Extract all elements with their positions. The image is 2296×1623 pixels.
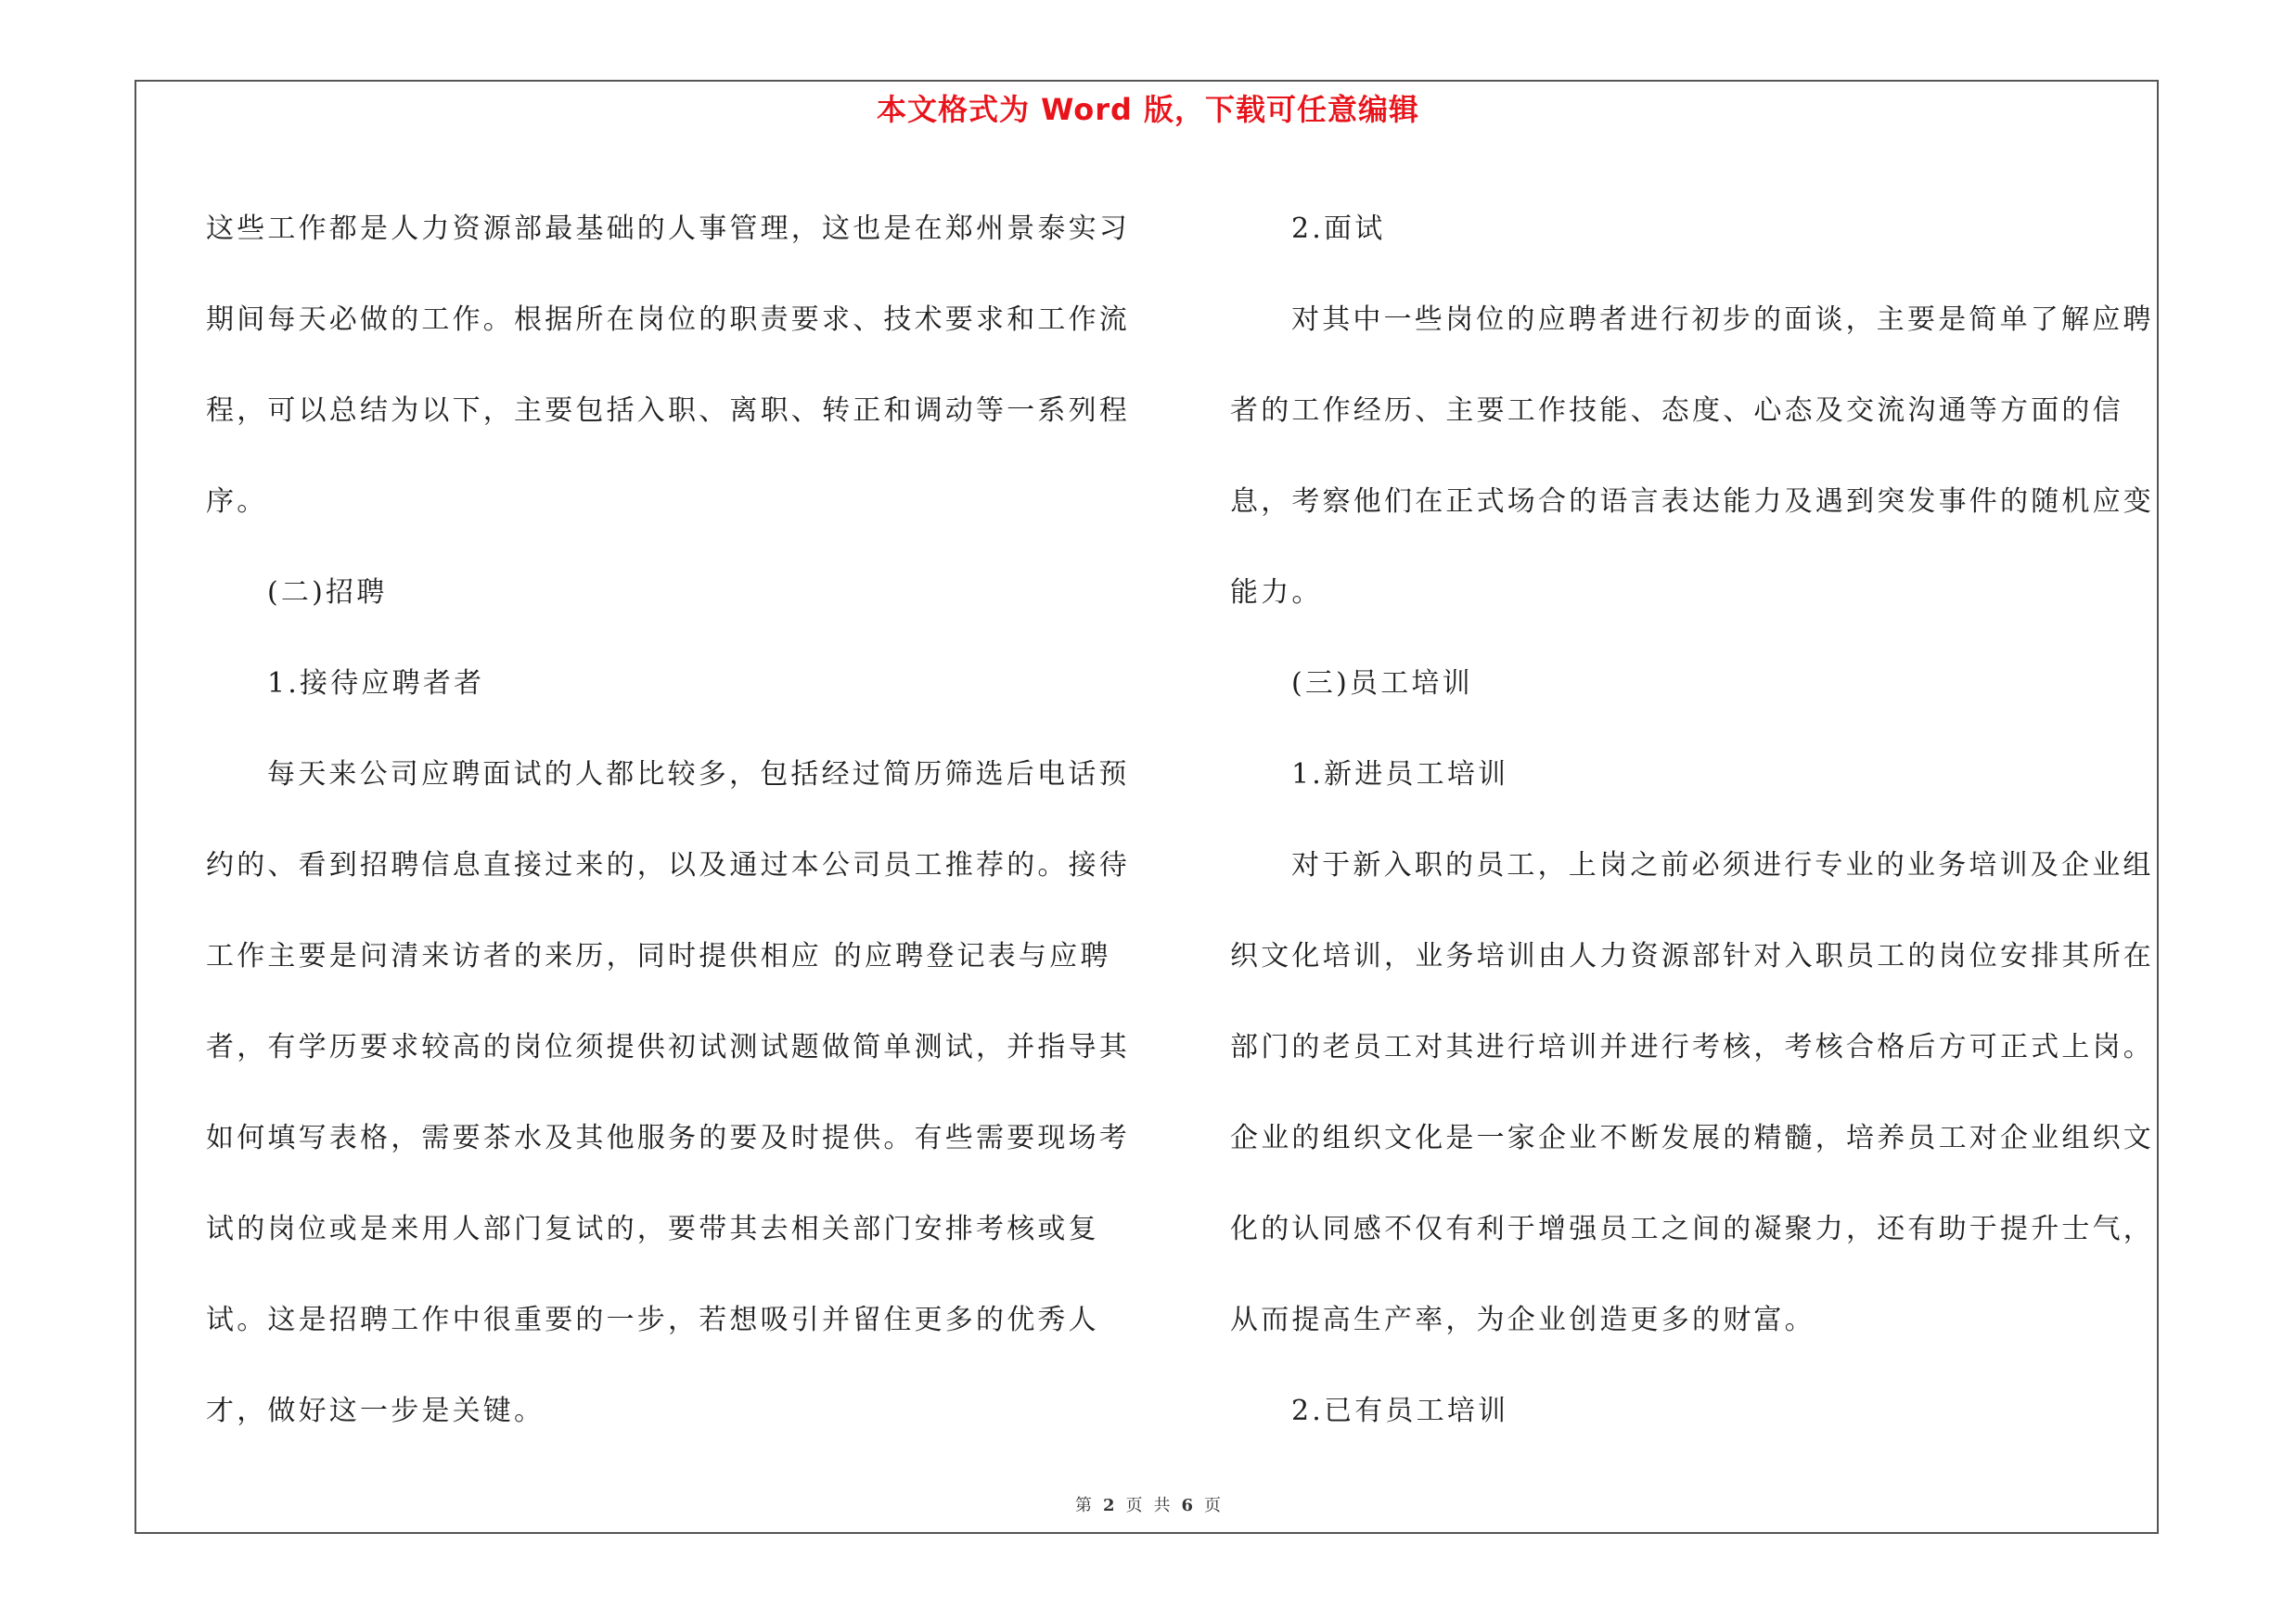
heading-recruitment: (二)招聘 bbox=[267, 576, 388, 609]
footer-page-word: 页 bbox=[1125, 1496, 1143, 1515]
heading-new-staff-training: 1.新进员工培训 bbox=[1291, 758, 1509, 791]
paragraph-new-staff-training: 对于新入职的员工，上岗之前必须进行专业的业务培训及企业组织文化培训，业务培训由人力资源部针对入职员工的岗位安排其所在部门的老员工对其进行培训并进行考核，考核合格后方可正式上岗。企业的组织文化是一家企业不断发展的精髓，培养员工对企业组织文化的认同感不仅有利于增强员工之间的凝聚力，还有助于提升士气，从而提高生产率，为企业创造更多的财富。 bbox=[1230, 849, 2154, 1336]
footer-current-page: 2 bbox=[1102, 1496, 1115, 1515]
heading-existing-staff-training: 2.已有员工培训 bbox=[1291, 1395, 1509, 1427]
heading-staff-training: (三)员工培训 bbox=[1291, 667, 1473, 700]
heading-interview: 2.面试 bbox=[1291, 213, 1386, 245]
right-column bbox=[1230, 184, 2158, 1457]
heading-receive-applicants: 1.接待应聘者者 bbox=[267, 667, 485, 700]
paragraph-interview: 对其中一些岗位的应聘者进行初步的面谈，主要是简单了解应聘者的工作经历、主要工作技能、态度、心态及交流沟通等方面的信息，考察他们在正式场合的语言表达能力及遇到突发事件的随机应变能力。 bbox=[1230, 303, 2154, 609]
footer-total-pages: 6 bbox=[1181, 1496, 1194, 1515]
footer-suffix: 页 bbox=[1204, 1496, 1222, 1515]
paragraph-receive-applicants: 每天来公司应聘面试的人都比较多，包括经过简历筛选后电话预约的、看到招聘信息直接过来的，以及通过本公司员工推荐的。接待工作主要是问清来访者的来历，同时提供相应 的应聘登记表与应聘者，有学历要求较高的岗位须提供初试测试题做简单测试，并指导其如何填写表格，需要茶水及其他服务的要及时提供。有些需要现场考试的岗位或是来用人部门复试的，要带其去相关部门安排考核或复试。这是招聘工作中很重要的一步，若想吸引并留住更多的优秀人才，做好这一步是关键。 bbox=[206, 758, 1130, 1427]
format-banner: 本文格式为 Word 版，下载可任意编辑 bbox=[876, 92, 1420, 127]
footer-total-prefix: 共 bbox=[1153, 1496, 1171, 1515]
page-footer bbox=[0, 1495, 2296, 1517]
left-column bbox=[206, 184, 1134, 1457]
paragraph-hr-routine: 这些工作都是人力资源部最基础的人事管理，这也是在郑州景泰实习期间每天必做的工作。根据所在岗位的职责要求、技术要求和工作流程，可以总结为以下，主要包括入职、离职、转正和调动等一系列程序。 bbox=[206, 213, 1130, 518]
footer-prefix: 第 bbox=[1074, 1496, 1092, 1515]
